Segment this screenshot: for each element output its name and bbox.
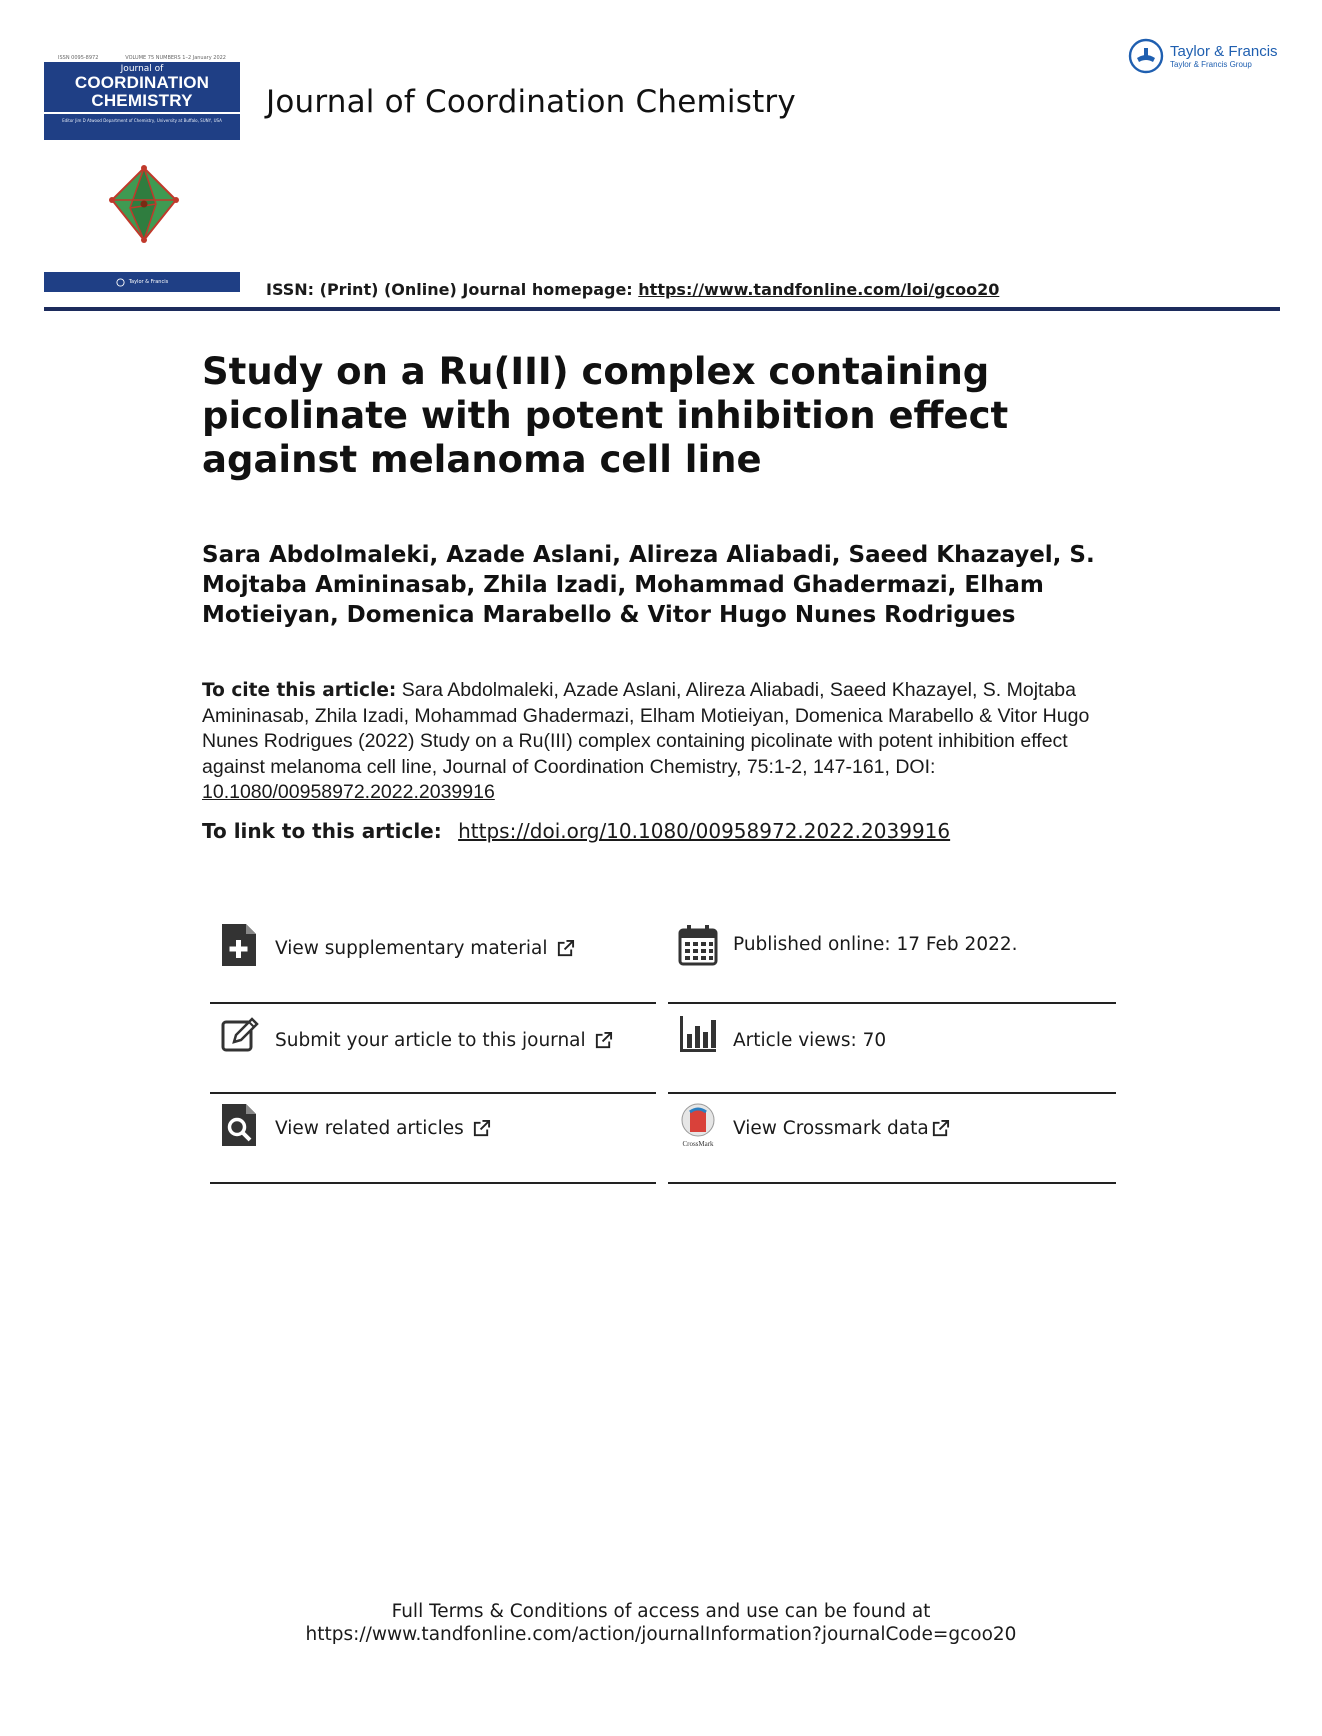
row1-right-divider bbox=[668, 1002, 1116, 1004]
tf-small-icon bbox=[116, 278, 125, 287]
cover-issn: ISSN 0095-8972 bbox=[58, 55, 99, 61]
crossmark-cell[interactable] bbox=[668, 1102, 1116, 1190]
doi-link[interactable]: 10.1080/00958972.2022.2039916 bbox=[202, 781, 495, 803]
issn-line bbox=[266, 280, 999, 299]
views-cell bbox=[668, 1012, 1116, 1100]
cover-journal-of: Journal of bbox=[120, 64, 164, 74]
publisher-logo-icon bbox=[1128, 38, 1164, 74]
document-plus-icon bbox=[220, 922, 260, 968]
bar-chart-icon bbox=[678, 1012, 718, 1058]
publisher-group: Taylor & Francis Group bbox=[1170, 59, 1252, 69]
crossmark-caption: CrossMark bbox=[682, 1140, 714, 1148]
header-divider bbox=[44, 307, 1280, 311]
published-cell bbox=[668, 922, 1116, 1010]
issn-prefix: ISSN: (Print) (Online) Journal homepage: bbox=[266, 280, 639, 299]
row2-right-divider bbox=[668, 1092, 1116, 1094]
journal-name: Journal of Coordination Chemistry bbox=[266, 84, 796, 120]
row1-left-divider bbox=[210, 1002, 656, 1004]
published-label: Published online: 17 Feb 2022. bbox=[733, 934, 1018, 955]
cover-title-line2: CHEMISTRY bbox=[91, 91, 193, 110]
article-authors: Sara Abdolmaleki, Azade Aslani, Alireza Aliabadi, Saeed Khazayel, S. Mojtaba Amininasab, Zhila Izadi, Mohammad Ghadermazi, Elham Motieiyan, Domenica Marabello & Vitor Hugo Nunes Rodrigues bbox=[202, 542, 1095, 628]
cite-label: To cite this article: bbox=[202, 680, 397, 701]
journal-homepage-link[interactable]: https://www.tandfonline.com/loi/gcoo20 bbox=[638, 280, 1000, 299]
journal-cover bbox=[44, 52, 240, 292]
cover-title-band bbox=[44, 62, 240, 112]
row3-left-divider bbox=[210, 1182, 656, 1184]
article-link-line bbox=[202, 819, 950, 843]
cover-editor-block: Editor Jim D Atwood Department of Chemistry, University at Buffalo, SUNY, USA bbox=[44, 114, 240, 140]
octahedron-illustration bbox=[104, 164, 184, 244]
external-link-icon bbox=[931, 1119, 950, 1138]
crossmark-label: View Crossmark data bbox=[733, 1118, 929, 1139]
cover-title-line1: COORDINATION bbox=[74, 73, 210, 92]
supplementary-cell[interactable] bbox=[210, 922, 656, 1010]
terms-footer bbox=[0, 1600, 1322, 1646]
cover-volume: VOLUME 75 NUMBERS 1–2 January 2022 bbox=[125, 55, 226, 61]
edit-pencil-icon bbox=[220, 1012, 260, 1058]
cover-publisher-strip bbox=[44, 272, 240, 292]
calendar-icon bbox=[678, 922, 718, 968]
row2-left-divider bbox=[210, 1092, 656, 1094]
terms-url[interactable]: https://www.tandfonline.com/action/journalInformation?journalCode=gcoo20 bbox=[305, 1624, 1017, 1645]
related-cell[interactable] bbox=[210, 1102, 656, 1190]
cover-footer-brand: Taylor & Francis bbox=[128, 279, 169, 285]
external-link-icon bbox=[594, 1031, 613, 1050]
taylor-francis-logo[interactable] bbox=[1128, 38, 1278, 74]
publisher-brand: Taylor & Francis bbox=[1170, 42, 1278, 60]
row3-right-divider bbox=[668, 1182, 1116, 1184]
cite-text: Sara Abdolmaleki, Azade Aslani, Alireza Aliabadi, Saeed Khazayel, S. Mojtaba Amininasab, Zhila Izadi, Mohammad Ghadermazi, Elham Motieiyan, Domenica Marabello & Vitor Hugo Nunes Rodrigues (2022) Study on a Ru(III) complex containing picolinate with potent inhibition effect against melanoma cell line, Journal of Coordination Chemistry, 75:1-2, 147-161, DOI: bbox=[202, 679, 1090, 778]
article-doi-url[interactable]: https://doi.org/10.1080/00958972.2022.2039916 bbox=[458, 819, 951, 843]
external-link-icon bbox=[472, 1119, 491, 1138]
submit-cell[interactable] bbox=[210, 1012, 656, 1100]
related-label: View related articles bbox=[275, 1118, 464, 1139]
external-link-icon bbox=[556, 939, 575, 958]
document-search-icon bbox=[220, 1102, 260, 1148]
article-title: Study on a Ru(III) complex containing picolinate with potent inhibition effect against melanoma cell line bbox=[202, 350, 1009, 481]
views-label: Article views: 70 bbox=[733, 1030, 887, 1051]
link-label: To link to this article: bbox=[202, 819, 442, 843]
submit-label: Submit your article to this journal bbox=[275, 1030, 586, 1051]
supplementary-label: View supplementary material bbox=[275, 938, 548, 959]
terms-line-1: Full Terms & Conditions of access and use can be found at bbox=[391, 1601, 931, 1622]
citation-block bbox=[202, 678, 1132, 806]
